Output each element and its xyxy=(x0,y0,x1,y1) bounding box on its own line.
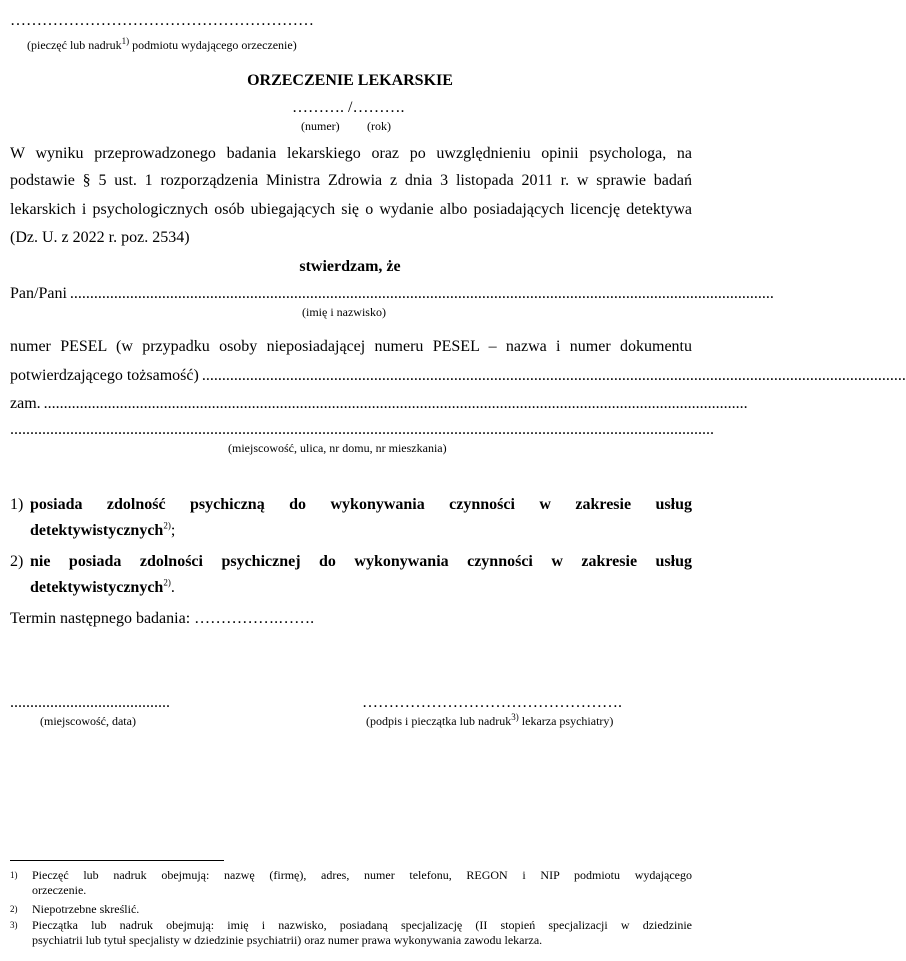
intro-line-3: lekarskich i psychologicznych osób ubiegających się o wydanie albo posiadających licencję detektywa xyxy=(10,201,692,218)
footnote-2 xyxy=(10,902,692,918)
footnote-2-number: 2) xyxy=(10,904,18,914)
address-field xyxy=(10,395,748,413)
signature-caption-before: (podpis i pieczątka lub nadruk xyxy=(366,714,512,728)
footnote-1-line-2: orzeczenie. xyxy=(32,883,87,897)
option-2-word: detektywistycznych xyxy=(30,579,164,596)
issuer-stamp-dots: ………………………………………………… xyxy=(10,12,314,29)
footnote-ref-2b: 2) xyxy=(163,577,171,588)
footnote-1-number: 1) xyxy=(10,870,18,880)
pesel-dots: ................................................................................................................................................................................ xyxy=(201,367,906,384)
number-caption: (numer) xyxy=(301,119,340,133)
pesel-field xyxy=(10,367,906,385)
signature-dots: …………………………………………. xyxy=(362,694,622,711)
footnote-separator xyxy=(10,860,224,861)
signature-caption xyxy=(366,714,613,729)
pesel-line-1: numer PESEL (w przypadku osoby nieposiadającej numeru PESEL – nazwa i numer dokumentu xyxy=(10,338,692,355)
option-2-number: 2) xyxy=(10,553,24,570)
statement-heading: stwierdzam, że xyxy=(299,258,401,275)
address-label: zam. xyxy=(10,395,41,412)
pesel-label: potwierdzającego tożsamość) xyxy=(10,367,199,384)
signature-caption-after: lekarza psychiatry) xyxy=(518,714,614,728)
intro-line-4: (Dz. U. z 2022 r. poz. 2534) xyxy=(10,229,190,246)
option-2-line-2 xyxy=(30,579,175,597)
issuer-caption-before: (pieczęć lub nadruk xyxy=(27,38,122,52)
place-date-dots: ........................................ xyxy=(10,694,170,711)
person-dots: ................................................................................................................................................................................ xyxy=(69,285,774,302)
footnote-1-line-1: Pieczęć lub nadruk obejmują: nazwę (firmę), adres, numer telefonu, REGON i NIP podmiotu wydającego xyxy=(32,868,692,882)
option-1-word: detektywistycznych xyxy=(30,522,164,539)
option-2-punct: . xyxy=(170,579,175,596)
year-caption: (rok) xyxy=(367,119,391,133)
place-date-caption: (miejscowość, data) xyxy=(40,714,136,728)
document-title: ORZECZENIE LEKARSKIE xyxy=(247,72,453,89)
option-1-line-1: posiada zdolność psychiczną do wykonywania czynności w zakresie usług xyxy=(30,496,692,513)
person-name-field xyxy=(10,285,774,303)
footnote-2-line-1: Niepotrzebne skreślić. xyxy=(32,902,140,916)
footnote-1 xyxy=(10,868,692,898)
address-dots-line-2: ................................................................................................................................................................................ xyxy=(10,421,714,438)
next-exam-label: Termin następnego badania: xyxy=(10,610,191,627)
footnote-ref-2a: 2) xyxy=(163,520,171,531)
footnote-3-line-2: psychiatrii lub tytuł specjalisty w dziedzinie psychiatrii) oraz numer prawa wykonywania zawodu lekarza. xyxy=(32,933,543,947)
intro-line-2: podstawie § 5 ust. 1 rozporządzenia Ministra Zdrowia z dnia 3 listopada 2011 r. w sprawie badań xyxy=(10,172,692,189)
footnote-ref-3: 3) xyxy=(511,712,519,722)
person-label: Pan/Pani xyxy=(10,285,67,302)
footnote-3-line-1: Pieczątka lub nadruk obejmują: imię i nazwisko, posiadaną specjalizację (II stopień specjalizacji w dziedzinie xyxy=(32,918,692,932)
intro-line-1: W wyniku przeprowadzonego badania lekarskiego oraz po uwzględnieniu opinii psychologa, na xyxy=(10,145,692,162)
footnote-ref-1: 1) xyxy=(121,36,130,46)
address-caption: (miejscowość, ulica, nr domu, nr mieszkania) xyxy=(228,441,447,455)
next-exam-dots: …………….……. xyxy=(194,610,315,627)
person-caption: (imię i nazwisko) xyxy=(302,305,386,319)
next-exam-line xyxy=(10,610,314,628)
footnote-3 xyxy=(10,918,692,950)
option-2-line-1: nie posiada zdolności psychicznej do wykonywania czynności w zakresie usług xyxy=(30,553,692,570)
issuer-caption-after: podmiotu wydającego orzeczenie) xyxy=(129,38,297,52)
option-1-number: 1) xyxy=(10,496,24,513)
option-1-punct: ; xyxy=(170,522,176,539)
option-1-line-2 xyxy=(30,522,175,540)
number-year-line: ………. /………. xyxy=(292,99,405,116)
address-dots: ................................................................................................................................................................................ xyxy=(43,395,748,412)
footnote-3-number: 3) xyxy=(10,920,18,930)
issuer-stamp-caption xyxy=(27,38,297,53)
